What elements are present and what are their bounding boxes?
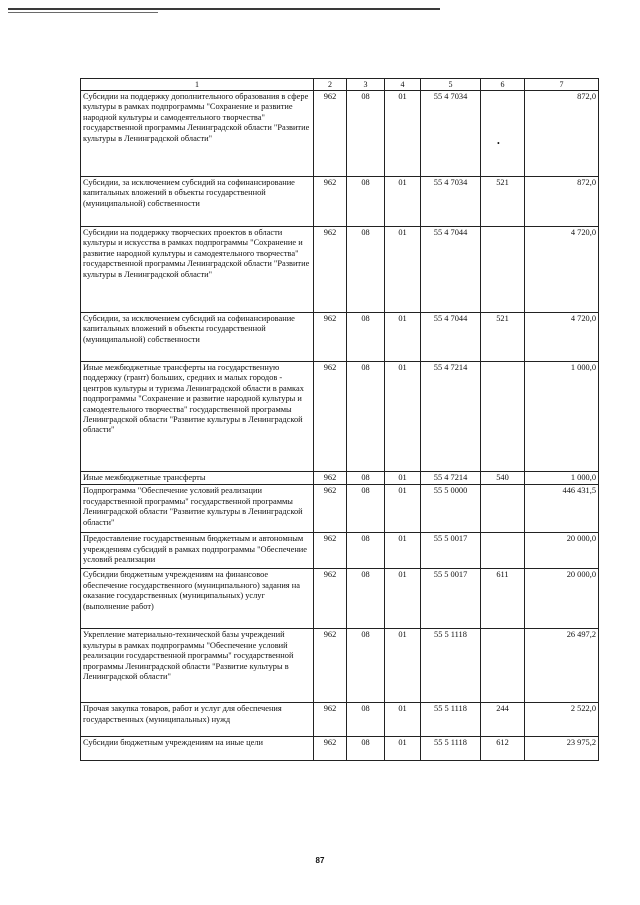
row-ministry-code: 962 [314,472,347,485]
row-target-code: 55 4 7044 [421,313,481,362]
row-ministry-code: 962 [314,629,347,703]
page-number: 87 [315,856,325,865]
row-expense-type [481,533,525,569]
row-ministry-code: 962 [314,313,347,362]
table-row [81,91,599,177]
row-amount: 2 522,0 [525,703,599,737]
table-row [81,227,599,313]
row-target-code: 55 4 7034 [421,91,481,177]
row-expense-type [481,227,525,313]
row-name: Субсидии на поддержку творческих проектов в области культуры и искусства в рамках подпрограммы "Сохранение и развитие народной культуры и самодеятельного творчества" государственной программы Ленинградской области "Развитие культуры в Ленинградской области" [81,227,314,313]
top-rule-short [8,12,158,13]
column-header-5: 5 [421,79,481,91]
row-amount: 872,0 [525,91,599,177]
row-expense-type [481,485,525,533]
row-name: Подпрограмма "Обеспечение условий реализации государственной программы" государственной программы Ленинградской области "Развитие культуры в Ленинградской области" [81,485,314,533]
row-section-code: 08 [347,362,385,472]
row-subsection-code: 01 [385,227,421,313]
top-rule [8,8,440,10]
table-header-row [81,79,599,91]
row-expense-type [481,362,525,472]
row-subsection-code: 01 [385,703,421,737]
row-section-code: 08 [347,313,385,362]
table-row [81,569,599,629]
row-name: Субсидии, за исключением субсидий на софинансирование капитальных вложений в объекты государственной (муниципальной) собственности [81,177,314,227]
row-section-code: 08 [347,485,385,533]
table-row [81,629,599,703]
table-row [81,313,599,362]
row-subsection-code: 01 [385,533,421,569]
row-expense-type: 611 [481,569,525,629]
row-name: Предоставление государственным бюджетным и автономным учреждениям субсидий в рамках подпрограммы "Обеспечение условий реализации [81,533,314,569]
row-section-code: 08 [347,569,385,629]
row-amount: 446 431,5 [525,485,599,533]
row-expense-type: 540 [481,472,525,485]
row-name: Иные межбюджетные трансферты на государственную поддержку (грант) больших, средних и малых городов - центров культуры и туризма Ленинградской области в рамках подпрограммы "Сохранение и развитие народной культуры и самодеятельного творчества" государственной программы Ленинградской области "Развитие культуры в Ленинградской области" [81,362,314,472]
row-subsection-code: 01 [385,737,421,761]
row-name: Субсидии бюджетным учреждениям на иные цели [81,737,314,761]
row-ministry-code: 962 [314,703,347,737]
row-ministry-code: 962 [314,569,347,629]
stray-mark: • [497,139,500,148]
table-row [81,485,599,533]
row-target-code: 55 5 0017 [421,533,481,569]
row-amount: 1 000,0 [525,472,599,485]
row-name: Субсидии, за исключением субсидий на софинансирование капитальных вложений в объекты государственной (муниципальной) собственности [81,313,314,362]
column-header-2: 2 [314,79,347,91]
row-section-code: 08 [347,629,385,703]
column-header-7: 7 [525,79,599,91]
row-section-code: 08 [347,737,385,761]
row-target-code: 55 4 7044 [421,227,481,313]
row-subsection-code: 01 [385,569,421,629]
row-section-code: 08 [347,177,385,227]
row-target-code: 55 5 0000 [421,485,481,533]
row-subsection-code: 01 [385,629,421,703]
row-amount: 4 720,0 [525,227,599,313]
row-target-code: 55 4 7214 [421,472,481,485]
row-target-code: 55 5 1118 [421,629,481,703]
row-target-code: 55 4 7214 [421,362,481,472]
row-expense-type: 521 [481,177,525,227]
row-subsection-code: 01 [385,313,421,362]
table-row [81,703,599,737]
row-expense-type: 521 [481,313,525,362]
budget-table [80,78,599,761]
row-name: Прочая закупка товаров, работ и услуг для обеспечения государственных (муниципальных) нужд [81,703,314,737]
row-name: Иные межбюджетные трансферты [81,472,314,485]
column-header-6: 6 [481,79,525,91]
row-ministry-code: 962 [314,533,347,569]
row-amount: 872,0 [525,177,599,227]
row-target-code: 55 4 7034 [421,177,481,227]
row-amount: 20 000,0 [525,569,599,629]
row-ministry-code: 962 [314,227,347,313]
row-amount: 26 497,2 [525,629,599,703]
row-subsection-code: 01 [385,362,421,472]
row-ministry-code: 962 [314,177,347,227]
table-row [81,533,599,569]
row-section-code: 08 [347,533,385,569]
row-name: Укрепление материально-технической базы учреждений культуры в рамках подпрограммы "Обеспечение условий реализации государственной программы" государственной программы Ленинградской области "Развитие культуры в Ленинградской области" [81,629,314,703]
table-row [81,472,599,485]
row-subsection-code: 01 [385,91,421,177]
column-header-3: 3 [347,79,385,91]
row-expense-type [481,91,525,177]
row-ministry-code: 962 [314,362,347,472]
row-section-code: 08 [347,91,385,177]
row-target-code: 55 5 1118 [421,703,481,737]
row-section-code: 08 [347,703,385,737]
row-expense-type [481,629,525,703]
row-amount: 1 000,0 [525,362,599,472]
row-target-code: 55 5 1118 [421,737,481,761]
row-ministry-code: 962 [314,737,347,761]
row-name: Субсидии бюджетным учреждениям на финансовое обеспечение государственного (муниципального) задания на оказание государственных (муниципальных) услуг (выполнение работ) [81,569,314,629]
row-name: Субсидии на поддержку дополнительного образования в сфере культуры в рамках подпрограммы "Сохранение и развитие народной культуры и самодеятельного творчества" государственной программы Ленинградской области "Развитие культуры в Ленинградской области" [81,91,314,177]
row-target-code: 55 5 0017 [421,569,481,629]
row-subsection-code: 01 [385,472,421,485]
table-row [81,362,599,472]
row-expense-type: 244 [481,703,525,737]
row-expense-type: 612 [481,737,525,761]
table-row [81,737,599,761]
row-subsection-code: 01 [385,485,421,533]
row-subsection-code: 01 [385,177,421,227]
row-amount: 20 000,0 [525,533,599,569]
column-header-1: 1 [81,79,314,91]
row-ministry-code: 962 [314,485,347,533]
table-row [81,177,599,227]
row-ministry-code: 962 [314,91,347,177]
row-amount: 4 720,0 [525,313,599,362]
column-header-4: 4 [385,79,421,91]
row-amount: 23 975,2 [525,737,599,761]
row-section-code: 08 [347,227,385,313]
row-section-code: 08 [347,472,385,485]
